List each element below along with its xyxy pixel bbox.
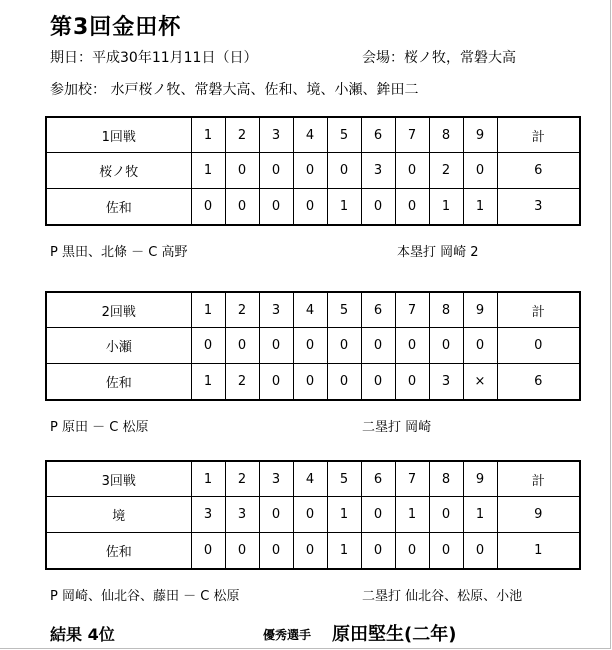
scoreboard-header-row (46, 461, 580, 497)
inning-score: 3 (361, 153, 395, 189)
inning-score: 0 (429, 328, 463, 364)
inning-score: × (463, 364, 497, 401)
inning-number: 9 (463, 117, 497, 153)
inning-number: 6 (361, 292, 395, 328)
inning-number: 6 (361, 117, 395, 153)
inning-score: 0 (361, 533, 395, 570)
battery-text: P 岡崎、仙北谷、藤田 － C 松原 (50, 589, 240, 604)
inning-score: 3 (429, 364, 463, 401)
total-label: 計 (497, 117, 580, 153)
inning-number: 1 (191, 292, 225, 328)
team-total: 9 (497, 497, 580, 533)
hits-text: 二塁打 岡崎 (362, 420, 432, 435)
inning-score: 0 (293, 328, 327, 364)
inning-score: 0 (259, 189, 293, 226)
team-name: 桜ノ牧 (46, 153, 191, 189)
inning-score: 3 (225, 497, 259, 533)
participants-text: 参加校： 水戸桜ノ牧、常磐大高、佐和、境、小瀬、鉾田二 (50, 82, 419, 98)
inning-score: 1 (395, 497, 429, 533)
scoreboard-game-3 (45, 460, 581, 570)
inning-score: 0 (293, 533, 327, 570)
inning-score: 0 (225, 189, 259, 226)
inning-number: 4 (293, 292, 327, 328)
inning-score: 2 (225, 364, 259, 401)
team-name: 佐和 (46, 533, 191, 570)
inning-number: 3 (259, 117, 293, 153)
scoreboard-header-row (46, 117, 580, 153)
inning-score: 0 (259, 497, 293, 533)
inning-score: 0 (191, 533, 225, 570)
round-label: 1回戦 (46, 117, 191, 153)
inning-number: 4 (293, 117, 327, 153)
inning-number: 8 (429, 292, 463, 328)
team-row (46, 364, 580, 401)
inning-score: 0 (293, 497, 327, 533)
inning-score: 0 (259, 364, 293, 401)
scoreboard-game-2 (45, 291, 581, 401)
result-text: 結果 4位 (50, 625, 115, 644)
inning-score: 1 (191, 153, 225, 189)
team-total: 6 (497, 153, 580, 189)
inning-score: 0 (429, 497, 463, 533)
team-name: 佐和 (46, 189, 191, 226)
inning-score: 0 (463, 533, 497, 570)
inning-score: 0 (191, 189, 225, 226)
venue-text: 会場：桜ノ牧，常磐大高 (362, 50, 516, 66)
page-title: 第3回金田杯 (50, 15, 182, 40)
battery-text: P 原田 － C 松原 (50, 420, 149, 435)
scoreboard-header-row (46, 292, 580, 328)
team-total: 0 (497, 328, 580, 364)
inning-score: 0 (395, 533, 429, 570)
inning-score: 0 (327, 153, 361, 189)
inning-score: 0 (191, 328, 225, 364)
inning-number: 4 (293, 461, 327, 497)
inning-score: 0 (429, 533, 463, 570)
inning-score: 1 (463, 189, 497, 226)
round-label: 3回戦 (46, 461, 191, 497)
inning-number: 6 (361, 461, 395, 497)
inning-score: 1 (463, 497, 497, 533)
hits-text: 二塁打 仙北谷、松原、小池 (362, 589, 523, 604)
inning-number: 5 (327, 461, 361, 497)
inning-score: 0 (361, 328, 395, 364)
inning-number: 5 (327, 292, 361, 328)
inning-score: 0 (293, 364, 327, 401)
team-total: 6 (497, 364, 580, 401)
hits-text: 本塁打 岡崎 2 (397, 245, 479, 260)
inning-score: 0 (259, 153, 293, 189)
award-label: 優秀選手 (263, 628, 312, 642)
date-text: 期日：平成30年11月11日（日） (50, 50, 258, 66)
inning-number: 1 (191, 461, 225, 497)
inning-score: 0 (463, 153, 497, 189)
inning-number: 8 (429, 461, 463, 497)
inning-number: 9 (463, 292, 497, 328)
team-name: 小瀬 (46, 328, 191, 364)
inning-score: 0 (361, 364, 395, 401)
battery-text: P 黒田、北條 － C 高野 (50, 245, 188, 260)
inning-score: 0 (361, 497, 395, 533)
team-row (46, 153, 580, 189)
inning-number: 3 (259, 461, 293, 497)
inning-score: 0 (259, 533, 293, 570)
inning-score: 1 (327, 533, 361, 570)
inning-score: 0 (395, 328, 429, 364)
inning-number: 8 (429, 117, 463, 153)
inning-number: 2 (225, 292, 259, 328)
inning-score: 0 (225, 533, 259, 570)
inning-score: 0 (395, 189, 429, 226)
team-row (46, 328, 580, 364)
inning-score: 3 (191, 497, 225, 533)
inning-score: 0 (327, 364, 361, 401)
inning-score: 1 (429, 189, 463, 226)
inning-score: 1 (191, 364, 225, 401)
team-name: 佐和 (46, 364, 191, 401)
inning-number: 2 (225, 461, 259, 497)
scoreboard-game-1 (45, 116, 581, 226)
team-row (46, 497, 580, 533)
inning-score: 0 (361, 189, 395, 226)
inning-score: 0 (395, 153, 429, 189)
inning-number: 1 (191, 117, 225, 153)
inning-number: 3 (259, 292, 293, 328)
inning-number: 7 (395, 292, 429, 328)
inning-number: 7 (395, 117, 429, 153)
inning-number: 7 (395, 461, 429, 497)
inning-score: 1 (327, 189, 361, 226)
team-total: 1 (497, 533, 580, 570)
inning-score: 0 (293, 189, 327, 226)
team-row (46, 533, 580, 570)
team-name: 境 (46, 497, 191, 533)
inning-number: 5 (327, 117, 361, 153)
inning-score: 0 (225, 153, 259, 189)
inning-score: 0 (395, 364, 429, 401)
inning-number: 2 (225, 117, 259, 153)
inning-number: 9 (463, 461, 497, 497)
round-label: 2回戦 (46, 292, 191, 328)
team-total: 3 (497, 189, 580, 226)
total-label: 計 (497, 461, 580, 497)
inning-score: 0 (293, 153, 327, 189)
inning-score: 0 (225, 328, 259, 364)
inning-score: 0 (259, 328, 293, 364)
inning-score: 0 (327, 328, 361, 364)
team-row (46, 189, 580, 226)
inning-score: 2 (429, 153, 463, 189)
inning-score: 0 (463, 328, 497, 364)
award-name: 原田堅生(二年) (332, 624, 457, 645)
total-label: 計 (497, 292, 580, 328)
inning-score: 1 (327, 497, 361, 533)
